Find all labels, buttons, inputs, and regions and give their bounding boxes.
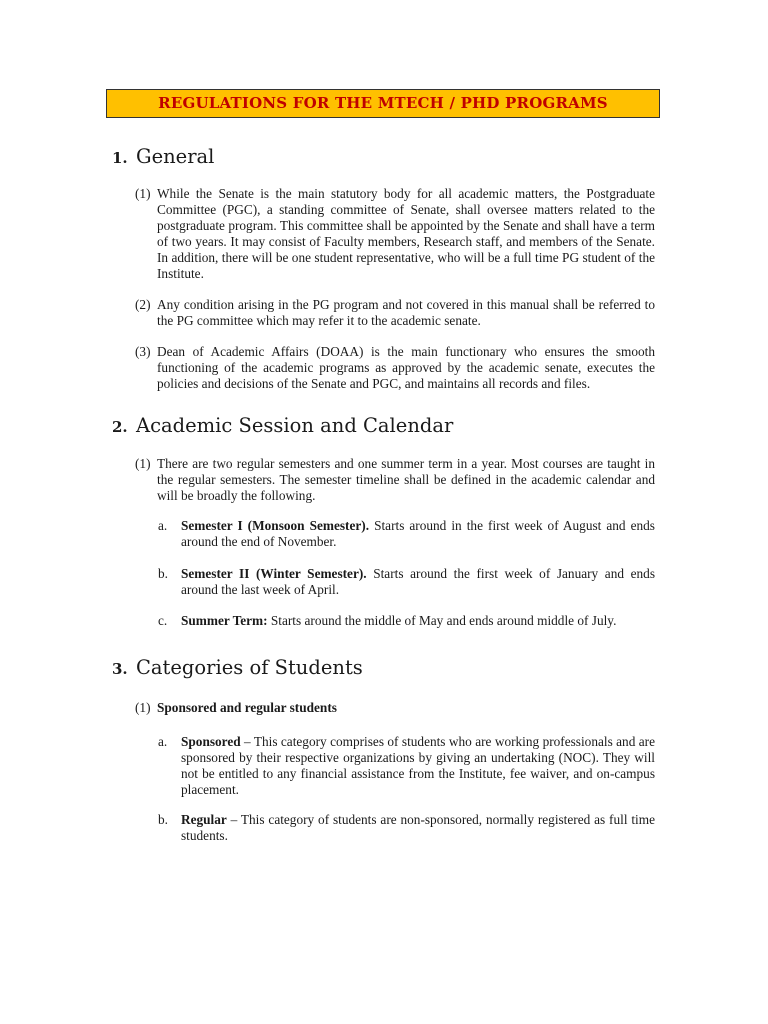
paragraph-1-3 <box>135 344 655 392</box>
section-title: Categories of Students <box>136 656 363 679</box>
list-item-text: Starts around the first week of January and ends around the last week of April. <box>181 566 655 597</box>
paragraph-text: Any condition arising in the PG program and not covered in this manual shall be referred to the PG committee which may refer it to the academic senate. <box>157 297 655 328</box>
paragraph-text: There are two regular semesters and one summer term in a year. Most courses are taught in the regular semesters. The semester timeline shall be defined in the academic calendar and will be broadly the following. <box>157 456 655 503</box>
paragraph-2-1 <box>135 456 655 504</box>
list-item-bold: Sponsored <box>181 734 241 749</box>
list-item-text: – This category of students are non-sponsored, normally registered as full time students. <box>181 812 655 843</box>
paragraph-3-1 <box>135 700 655 716</box>
paragraph-text: While the Senate is the main statutory body for all academic matters, the Postgraduate Committee (PGC), a standing committee of Senate, shall oversee matters related to the postgraduate program. This committee shall be appointed by the Senate and shall have a term of two years. It may consist of Faculty members, Research staff, and members of the Senate. In addition, there will be one student representative, who will be a full time PG student of the Institute. <box>157 186 655 281</box>
list-label: a. <box>158 734 168 749</box>
list-label: a. <box>158 518 168 533</box>
paragraph-text: Dean of Academic Affairs (DOAA) is the main functionary who ensures the smooth functioning of the academic programs as approved by the academic senate, executes the policies and decisions of the Senate and PGC, and maintains all records and files. <box>157 344 655 391</box>
paragraph-number: (1) <box>135 456 151 471</box>
list-item-bold: Semester II (Winter Semester). <box>181 566 367 581</box>
paragraph-1-1 <box>135 186 655 282</box>
section-number: 3. <box>112 660 128 678</box>
section-number: 1. <box>112 149 128 167</box>
paragraph-number: (3) <box>135 344 151 359</box>
list-item-text: Starts around in the first week of August and ends around the end of November. <box>181 518 655 549</box>
list-label: c. <box>158 613 168 628</box>
list-item-bold: Regular <box>181 812 227 827</box>
section-heading-categories <box>112 656 363 679</box>
list-item-semester-1 <box>158 518 655 550</box>
section-title: Academic Session and Calendar <box>136 414 454 437</box>
list-item-text: Starts around the middle of May and ends around middle of July. <box>267 613 617 628</box>
list-label: b. <box>158 812 168 827</box>
paragraph-number: (1) <box>135 186 151 201</box>
paragraph-number: (1) <box>135 700 151 715</box>
list-item-semester-2 <box>158 566 655 598</box>
list-item-bold: Semester I (Monsoon Semester). <box>181 518 370 533</box>
list-label: b. <box>158 566 168 581</box>
section-heading-academic-session <box>112 414 453 437</box>
paragraph-1-2 <box>135 297 655 329</box>
section-heading-general <box>112 145 214 168</box>
list-item-bold: Summer Term: <box>181 613 268 628</box>
section-number: 2. <box>112 418 128 436</box>
list-item-summer-term <box>158 613 655 629</box>
list-item-regular <box>158 812 655 844</box>
list-item-sponsored <box>158 734 655 798</box>
paragraph-subheading: Sponsored and regular students <box>157 700 337 715</box>
document-title-banner: REGULATIONS FOR THE MTECH / PHD PROGRAMS <box>106 89 660 118</box>
paragraph-number: (2) <box>135 297 151 312</box>
section-title: General <box>136 145 215 168</box>
list-item-text: – This category comprises of students who are working professionals and are sponsored by their respective organizations by giving an undertaking (NOC). They will not be entitled to any financial assistance from the Institute, fee waiver, and on-campus placement. <box>181 734 655 797</box>
